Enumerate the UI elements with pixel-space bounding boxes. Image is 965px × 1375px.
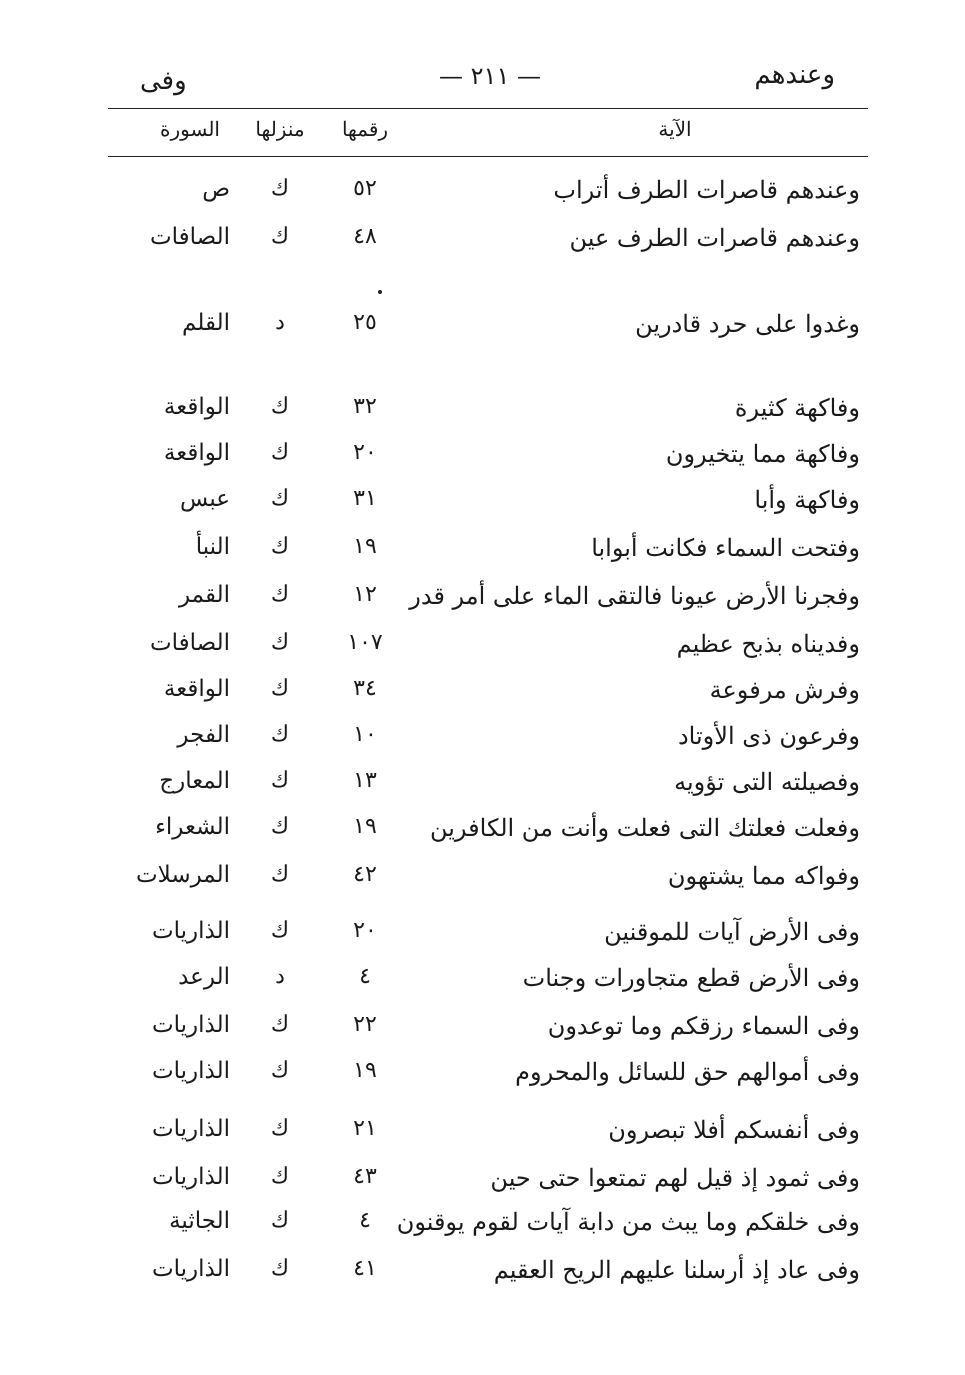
surah-name: الفجر (177, 722, 230, 748)
surah-name: المعارج (159, 768, 230, 794)
verse-number: ٤ (359, 1208, 371, 1233)
revelation-place: د (275, 310, 285, 335)
surah-name: الذاريات (151, 1012, 230, 1038)
surah-name: الذاريات (151, 1116, 230, 1142)
revelation-place: ك (270, 1164, 290, 1189)
verse-number: ٢٢ (353, 1012, 377, 1037)
verse-text: وفى ثمود إذ قيل لهم تمتعوا حتى حين (490, 1164, 860, 1192)
verse-number: ١٩ (353, 814, 377, 839)
verse-text: وفى الأرض آيات للموقنين (604, 918, 860, 946)
surah-name: الصافات (149, 224, 230, 250)
table-row (0, 1058, 965, 1098)
catchword-right: وعندهم (754, 60, 835, 90)
verse-number: ١٠ (353, 722, 377, 747)
verse-text: وعندهم قاصرات الطرف أتراب (553, 176, 860, 204)
surah-name: النبأ (195, 534, 230, 560)
verse-text: وفرعون ذى الأوتاد (677, 722, 860, 750)
verse-text: وغدوا على حرد قادرين (635, 310, 860, 338)
surah-name: ص (202, 176, 230, 202)
revelation-place: ك (270, 768, 290, 793)
table-row (0, 964, 965, 1004)
column-header-verse: الآية (658, 117, 692, 141)
header-rule (108, 108, 868, 109)
table-row (0, 486, 965, 526)
table-row (0, 918, 965, 958)
verse-number: ٥٢ (353, 176, 377, 201)
verse-number: ٤٣ (353, 1164, 377, 1189)
table-row (0, 582, 965, 622)
surah-name: الذاريات (151, 918, 230, 944)
verse-text: وفواكه مما يشتهون (667, 862, 860, 890)
verse-text: وفاكهة كثيرة (734, 394, 860, 422)
surah-name: الواقعة (163, 440, 230, 466)
page-number: — ٢١١ — (439, 62, 541, 90)
verse-number: ٤٨ (353, 224, 377, 249)
verse-text: وفرش مرفوعة (709, 676, 860, 704)
revelation-place: ك (270, 224, 290, 249)
verse-number: ٢٠ (353, 440, 377, 465)
verse-number: ١٠٧ (347, 630, 383, 655)
verse-number: ٣١ (353, 486, 377, 511)
revelation-place: ك (270, 1058, 290, 1083)
verse-text: وفعلت فعلتك التى فعلت وأنت من الكافرين (429, 814, 860, 842)
verse-text: وفاكهة وأبا (754, 486, 860, 514)
surah-name: الصافات (149, 630, 230, 656)
table-row (0, 1012, 965, 1052)
revelation-place: ك (270, 176, 290, 201)
revelation-place: ك (270, 676, 290, 701)
page-header (110, 58, 870, 98)
table-row (0, 534, 965, 574)
table-row (0, 862, 965, 902)
surah-name: الواقعة (163, 394, 230, 420)
table-row (0, 1164, 965, 1204)
verse-text: وفى خلقكم وما يبث من دابة آيات لقوم يوقنون (396, 1208, 860, 1236)
column-header-revelation: منزلها (255, 117, 305, 141)
revelation-place: ك (270, 722, 290, 747)
revelation-place: ك (270, 534, 290, 559)
revelation-place: ك (270, 862, 290, 887)
verse-text: وفى أنفسكم أفلا تبصرون (608, 1116, 860, 1144)
surah-name: القلم (182, 310, 230, 336)
surah-name: الذاريات (151, 1256, 230, 1282)
revelation-place: ك (270, 814, 290, 839)
revelation-place: ك (270, 918, 290, 943)
table-row (0, 1256, 965, 1296)
table-row (0, 630, 965, 670)
verse-number: ٣٤ (353, 676, 377, 701)
revelation-place: د (275, 964, 285, 989)
verse-text: وفى الأرض قطع متجاورات وجنات (522, 964, 860, 992)
verse-number: ١٩ (353, 534, 377, 559)
revelation-place: ك (270, 486, 290, 511)
surah-name: المرسلات (135, 862, 230, 888)
surah-name: الواقعة (163, 676, 230, 702)
verse-number: ٤ (359, 964, 371, 989)
table-row (0, 224, 965, 264)
verse-text: وعندهم قاصرات الطرف عين (569, 224, 860, 252)
table-row (0, 722, 965, 762)
verse-text: وفى السماء رزقكم وما توعدون (547, 1012, 860, 1040)
verse-number: ٤٢ (353, 862, 377, 887)
surah-name: الجاثية (169, 1208, 230, 1234)
verse-number: ٣٢ (353, 394, 377, 419)
table-row (0, 1116, 965, 1156)
revelation-place: ك (270, 630, 290, 655)
verse-number: ١٩ (353, 1058, 377, 1083)
catchword-left: وفى (140, 66, 187, 96)
verse-number: ١٣ (353, 768, 377, 793)
revelation-place: ك (270, 1256, 290, 1281)
verse-number: ٢٠ (353, 918, 377, 943)
verse-number: ٢٥ (353, 310, 377, 335)
revelation-place: ك (270, 1116, 290, 1141)
surah-name: الشعراء (155, 814, 230, 840)
surah-name: الذاريات (151, 1058, 230, 1084)
table-row (0, 394, 965, 434)
revelation-place: ك (270, 1012, 290, 1037)
surah-name: الذاريات (151, 1164, 230, 1190)
column-header-rule (108, 156, 868, 157)
verse-text: وفصيلته التى تؤويه (674, 768, 860, 796)
column-header-number: رقمها (341, 117, 389, 141)
table-row (0, 176, 965, 216)
table-row (0, 440, 965, 480)
surah-name: الرعد (178, 964, 230, 990)
table-row (0, 1208, 965, 1248)
verse-text: وفتحت السماء فكانت أبوابا (591, 534, 860, 562)
surah-name: عبس (180, 486, 230, 512)
stray-dot-mark (378, 290, 382, 294)
revelation-place: ك (270, 394, 290, 419)
verse-text: وفى عاد إذ أرسلنا عليهم الريح العقيم (493, 1256, 860, 1284)
column-header-surah: السورة (160, 117, 220, 141)
verse-text: وفجرنا الأرض عيونا فالتقى الماء على أمر قدر (409, 582, 860, 610)
surah-name: القمر (178, 582, 230, 608)
verse-number: ٤١ (353, 1256, 377, 1281)
table-row (0, 814, 965, 854)
verse-text: وفديناه بذبح عظيم (676, 630, 860, 658)
table-row (0, 768, 965, 808)
verse-number: ٢١ (353, 1116, 377, 1141)
revelation-place: ك (270, 1208, 290, 1233)
revelation-place: ك (270, 582, 290, 607)
verse-number: ١٢ (353, 582, 377, 607)
table-row (0, 676, 965, 716)
verse-text: وفى أموالهم حق للسائل والمحروم (515, 1058, 860, 1086)
table-row (0, 310, 965, 350)
verse-text: وفاكهة مما يتخيرون (665, 440, 860, 468)
revelation-place: ك (270, 440, 290, 465)
